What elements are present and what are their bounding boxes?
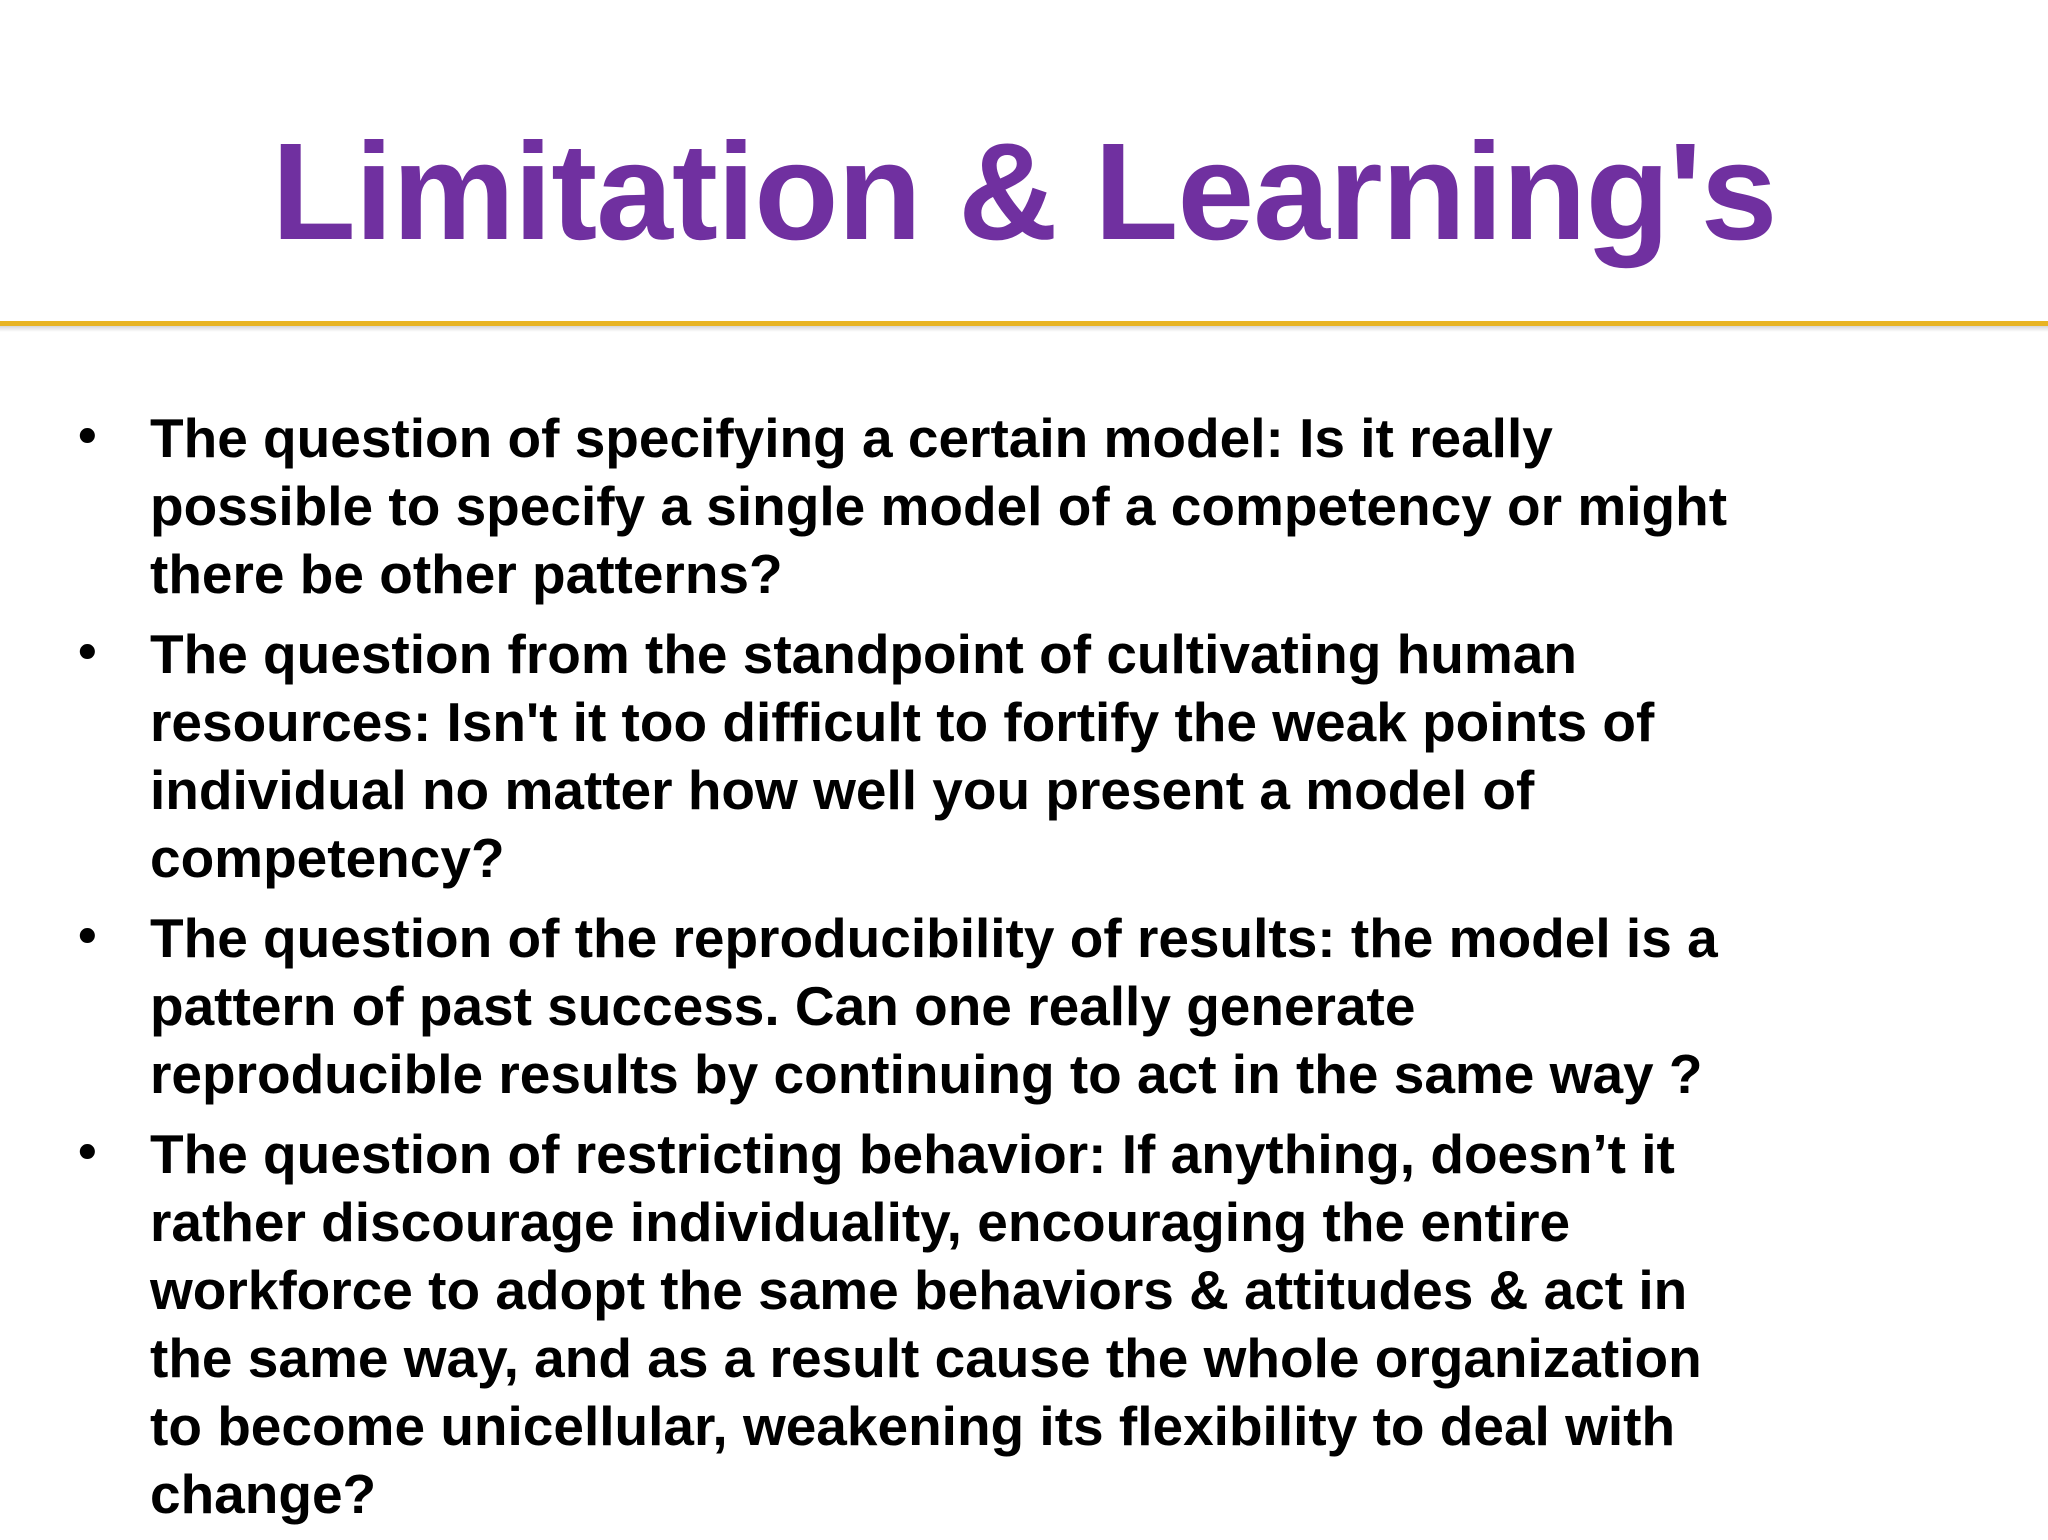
bullet-line: to become unicellular, weakening its flexibility to deal with	[150, 1395, 1676, 1457]
bullet-line: reproducible results by continuing to act in the same way ?	[150, 1043, 1703, 1105]
bullet-item	[0, 904, 2048, 1108]
bullet-icon: •	[72, 908, 103, 968]
bullet-list	[0, 404, 2048, 1540]
slide-title: Limitation & Learning's	[271, 115, 1777, 269]
bullet-line: resources: Isn't it too difficult to fortify the weak points of	[150, 691, 1655, 753]
bullet-item	[0, 404, 2048, 608]
bullet-icon: •	[72, 408, 103, 468]
bullet-icon: •	[72, 624, 103, 684]
bullet-line: individual no matter how well you present a model of	[150, 759, 1535, 821]
bullet-line: possible to specify a single model of a competency or might	[150, 475, 1728, 537]
bullet-text	[150, 1120, 2048, 1528]
bullet-line: The question of the reproducibility of results: the model is a	[150, 907, 1718, 969]
title-divider-shadow	[0, 326, 2048, 332]
bullet-line: The question of specifying a certain model: Is it really	[150, 407, 1553, 469]
bullet-icon: •	[72, 1124, 103, 1184]
bullet-item	[0, 1120, 2048, 1528]
bullet-line: workforce to adopt the same behaviors & attitudes & act in	[150, 1259, 1688, 1321]
bullet-text	[150, 620, 2048, 892]
bullet-line: change?	[150, 1463, 377, 1525]
bullet-text	[150, 904, 2048, 1108]
bullet-line: there be other patterns?	[150, 543, 783, 605]
bullet-line: rather discourage individuality, encouraging the entire	[150, 1191, 1571, 1253]
bullet-text	[150, 404, 2048, 608]
bullet-line: the same way, and as a result cause the whole organization	[150, 1327, 1702, 1389]
bullet-line: The question of restricting behavior: If anything, doesn’t it	[150, 1123, 1675, 1185]
bullet-line: pattern of past success. Can one really generate	[150, 975, 1416, 1037]
bullet-line: competency?	[150, 827, 505, 889]
bullet-item	[0, 620, 2048, 892]
bullet-line: The question from the standpoint of cultivating human	[150, 623, 1577, 685]
